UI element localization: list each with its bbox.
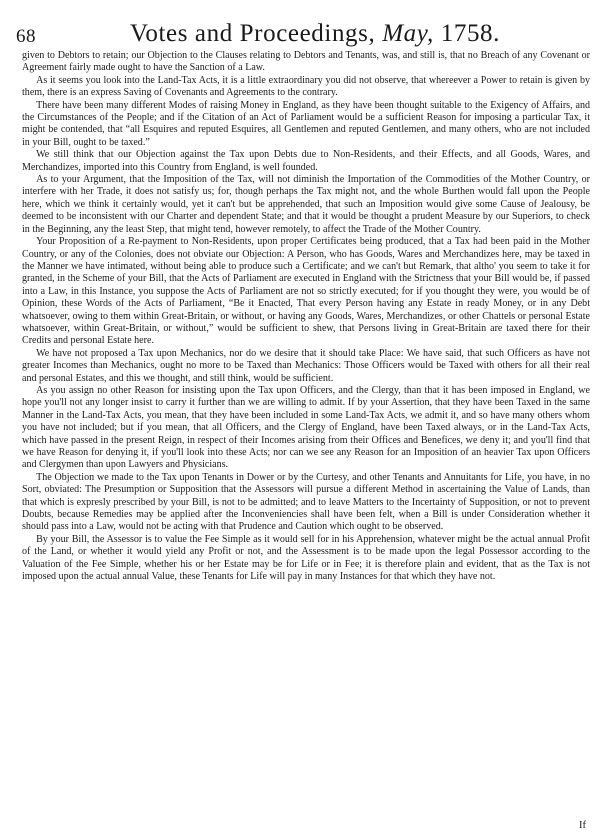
catchword: If <box>579 820 586 831</box>
running-head-title: Votes and Proceedings, <box>129 20 376 47</box>
paragraph: The Objection we made to the Tax upon Tenants in Dower or by the Curtesy, and other Tenants and Annuitants for Life, you have, in no Sort, obviated: The Presumption or Supposition that the Assessors will pursue a different Method in ascertaining the Value of Lands, than that which is expresly prescribed by your Bill, is not to be admitted; and to leave Matters to the Incertainty of Supposition, or not to prevent Doubts, because Remedies may be applied after the Inconveniencies shall have been felt, when a Bill is under Consideration whether it should pass into a Law, would not be acting with that Prudence and Caution which ought to be observed. <box>22 471 590 533</box>
running-head-month: May, <box>382 20 434 47</box>
paragraph: As it seems you look into the Land-Tax Acts, it is a little extraordinary you did not observe, that whereever a Power to retain is given by them, there is an express Saving of Covenants and Agreements to the contrary. <box>22 74 590 99</box>
paragraph: As to your Argument, that the Imposition of the Tax, will not diminish the Importation of the Commodities of the Mother Country, or interfere with her Trade, it does not satisfy us; for, though perhaps the Tax might not, and the whole Burthen would fall upon the People here, which we think it certainly would, yet it can't but be apprehended, that such an Imposition would give some Cause of Jealousy, be deemed to be inconsistent with our Charter and dependent State; and that it would be thought a prudent Measure by our Superiors, to check in the Beginning, any the least Step, that might tend, however remotely, to affect the Trade of the Mother Country. <box>22 174 590 235</box>
paragraph: There have been many different Modes of raising Money in England, as they have been thought suitable to the Exigency of Affairs, and the Circumstances of the People; and if the Citation of an Act of Parliament would be a sufficient Reason for imposing a particular Tax, it might be contended, that “all Esquires and reputed Esquires, all Gentlemen and reputed Gentlemen, and many others, who are not included in your Bill, ought to be taxed.” <box>22 99 590 148</box>
paragraph: We still think that our Objection against the Tax upon Debts due to Non-Residents, and their Effects, and all Goods, Wares, and Merchandizes, imported into this Country from England, is well founded. <box>22 149 590 173</box>
paragraph: given to Debtors to retain; our Objection to the Clauses relating to Debtors and Tenants, was, and still is, that no Breach of any Covenant or Agreement fairly made ought to have the Sanction of a Law. <box>22 50 590 74</box>
body-text <box>22 50 590 583</box>
running-head <box>84 20 546 48</box>
paragraph: Your Proposition of a Re-payment to Non-Residents, upon proper Certificates being produced, that a Tax had been paid in the Mother Country, or any of the Colonies, does not obviate our Objection: A Person, who has Goods, Wares and Merchandizes here, may be taxed in the Manner we have intimated, without being able to produce such a Certificate; and we can't but Remark, that altho' you seem to take it for granted, in the Scheme of your Bill, that the Acts of Parliament are executed in England with the Strictness that your Bill would be, if passed into a Law, in this Instance, you suppose the Acts of Parliament are not so strictly executed; for if you thought they were, you would be of Opinion, these Words of the Acts of Parliament, “Be it Enacted, That every Person having any Estate in ready Money, or in any Debt whatsoever, owing to them within Great-Britain, or without, or having any Goods, Wares, Merchandizes, or other Chattels or personal Estate whatsoever, within Great-Britain, or without,” would be sufficient to shew, that Persons living in Great-Britain are taxed there for their Credits and personal Estate here. <box>22 236 590 347</box>
running-head-year: 1758. <box>440 20 500 47</box>
page-number: 68 <box>16 26 36 47</box>
paragraph: By your Bill, the Assessor is to value the Fee Simple as it would sell for in his Apprehension, whatever might be the actual annual Profit of the Land, or whether it would yield any Profit or not, and the Assessment is to be made upon the legal Possessor according to the Valuation of the Fee Simple, whether his or her Estate may be for Life or in Fee; it is therefore plain and evident, that as the Tax is not imposed upon the actual annual Value, these Tenants for Life will pay in many Instances for that which they have not. <box>22 533 590 583</box>
paragraph: As you assign no other Reason for insisting upon the Tax upon Officers, and the Clergy, than that it has been imposed in England, we hope you'll not any longer insist to carry it further than we are willing to admit. If by your Assertion, that they have been Taxed in the same Manner in the Land-Tax Acts, you mean, that they have been included in some Land-Tax Acts, we admit it, and so have many others whom you have not included; but if you mean, that all Officers, and the Clergy of England, have been Taxed always, or in the Land-Tax Acts, which have passed in the present Reign, in respect of their Incomes arising from their Offices and Benefices, we deny it; and you'll find that we have Reason for denying it, if you'll look into these Acts; nor can we see any Reason for an Imposition of an heavier Tax upon Officers and Clergymen than upon Lawyers and Physicians. <box>22 384 590 471</box>
paragraph: We have not proposed a Tax upon Mechanics, nor do we desire that it should take Place: We have said, that such Officers as have not greater Incomes than Mechanics, ought no more to be Taxed than Mechanics: Those Officers would be Taxed with others for all their real and personal Estates, and this we thought, and still think, would be sufficient. <box>22 347 590 384</box>
